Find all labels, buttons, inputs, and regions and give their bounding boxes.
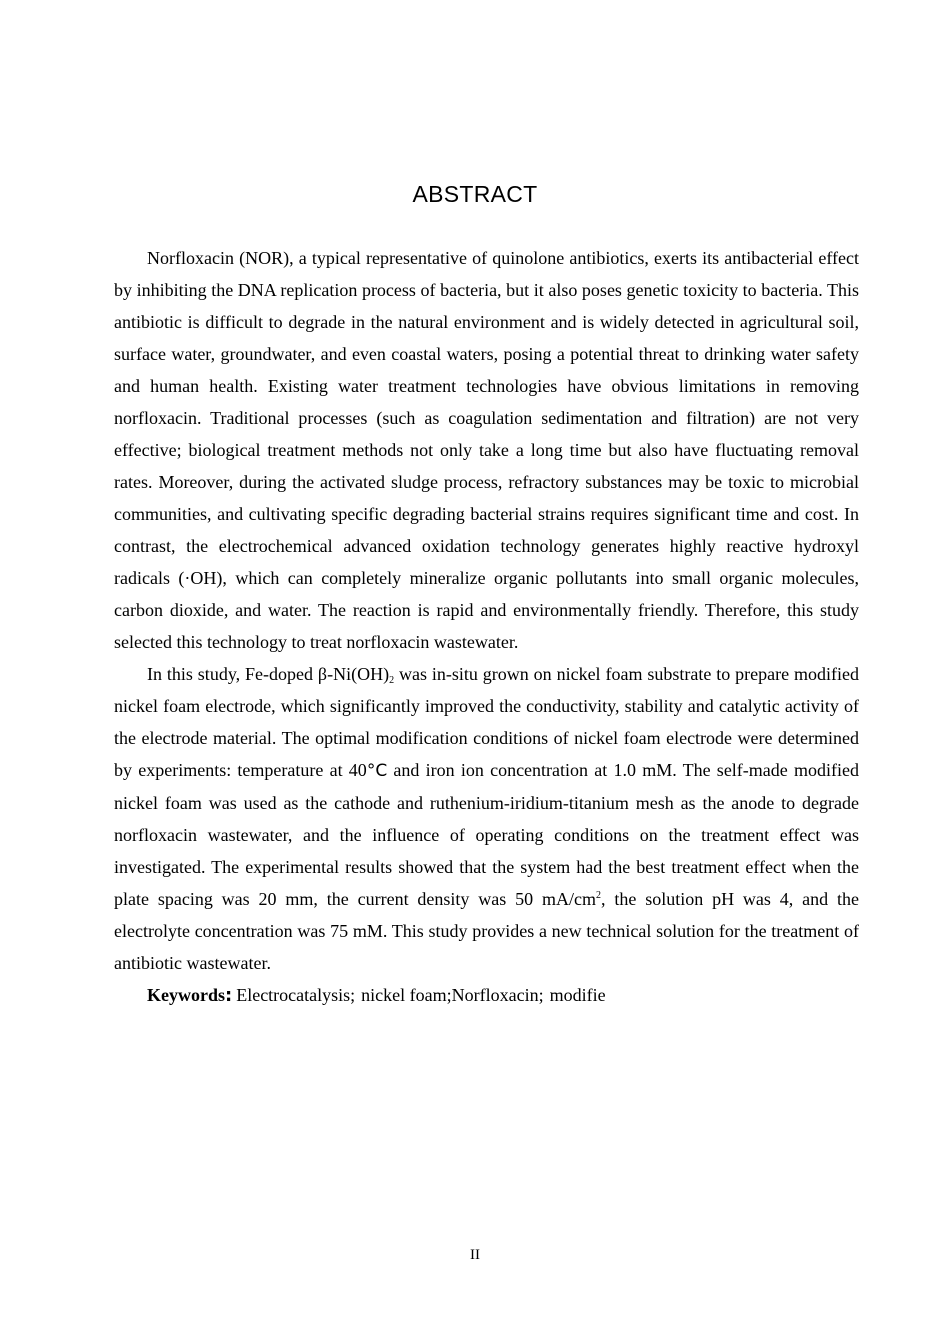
abstract-paragraph-1: Norfloxacin (NOR), a typical representative of quinolone antibiotics, exerts its antibacterial effect by inhibiting the DNA replication process of bacteria, but it also poses genetic toxicity to bacteria. This antibiotic is difficult to degrade in the natural environment and is widely detected in agricultural soil, surface water, groundwater, and even coastal waters, posing a potential threat to drinking water safety and human health. Existing water treatment technologies have obvious limitations in removing norfloxacin. Traditional processes (such as coagulation sedimentation and filtration) are not very effective; biological treatment methods not only take a long time but also have fluctuating removal rates. Moreover, during the activated sludge process, refractory substances may be toxic to microbial communities, and cultivating specific degrading bacterial strains requires significant time and cost. In contrast, the electrochemical advanced oxidation technology generates highly reactive hydroxyl radicals (·OH), which can completely mineralize organic pollutants into small organic molecules, carbon dioxide, and water. The reaction is rapid and environmentally friendly. Therefore, this study selected this technology to treat norfloxacin wastewater. [114, 248, 859, 652]
keywords-line [114, 979, 859, 1012]
keywords-separator: : [225, 985, 233, 1006]
keywords-label: Keywords [147, 985, 225, 1005]
keyword-term: modifie [549, 985, 606, 1005]
abstract-paragraph-2 [114, 658, 859, 979]
paragraph-2-text-1: In this study, Fe-doped β-Ni(OH) [147, 664, 390, 684]
paragraph-2-text-2: was in-situ grown on nickel foam substrate to prepare modified nickel foam electrode, which significantly improved the conductivity, stability and catalytic activity of the electrode material. The optimal modification conditions of nickel foam electrode were determined by experiments: temperature at 40 [114, 664, 859, 780]
keyword-term: nickel foam;Norfloxacin; [361, 985, 544, 1005]
paragraph-2-text-3: and iron ion concentration at 1.0 mM. The self-made modified nickel foam was used as the cathode and ruthenium-iridium-titanium mesh as the anode to degrade norfloxacin wastewater, and the influence of operating conditions on the treatment effect was investigated. The experimental results showed that the system had the best treatment effect when the plate spacing was 20 mm, the current density was 50 mA/cm [114, 760, 859, 909]
keyword-term: Electrocatalysis; [236, 985, 356, 1005]
paragraph-2-text-4: , the solution pH was 4, and the electrolyte concentration was 75 mM. This study provides a new technical solution for the treatment of antibiotic wastewater. [114, 889, 859, 973]
subscript-2: 2 [389, 675, 395, 686]
page-number: II [470, 1247, 480, 1263]
superscript-2: 2 [596, 890, 601, 901]
abstract-body [114, 242, 859, 1012]
degree-celsius: °C [366, 761, 388, 781]
abstract-title: ABSTRACT [412, 181, 538, 207]
